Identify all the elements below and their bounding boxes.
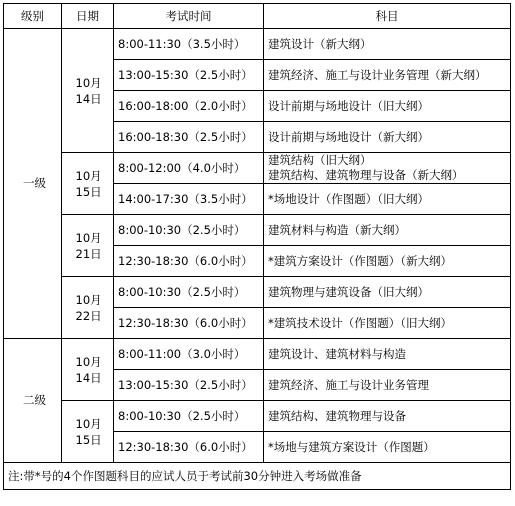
- level-cell: 二级: [4, 339, 62, 463]
- subject-cell: [264, 60, 511, 91]
- table-row: [4, 277, 511, 308]
- subject-line: 建筑结构、建筑物理与设备: [268, 408, 406, 423]
- subject-cell: [264, 184, 511, 215]
- subject-line: 建筑设计、建筑材料与构造: [268, 346, 406, 361]
- subject-line: 设计前期与场地设计（新大纲）: [268, 129, 429, 144]
- header-date: 日期: [62, 4, 114, 29]
- subject-line: *建筑技术设计（作图题）（旧大纲）: [268, 315, 452, 330]
- schedule-body: [4, 29, 511, 463]
- table-row: [4, 401, 511, 432]
- subject-cell: [264, 29, 511, 60]
- subject-line: *场地设计（作图题）（旧大纲）: [268, 191, 429, 206]
- level-cell: 一级: [4, 29, 62, 339]
- time-cell: 12:30-18:30（6.0小时）: [114, 308, 264, 339]
- time-cell: 13:00-15:30（2.5小时）: [114, 370, 264, 401]
- date-cell: [62, 29, 114, 153]
- header-time: 考试时间: [114, 4, 264, 29]
- subject-cell: [264, 153, 511, 184]
- time-cell: 8:00-11:30（3.5小时）: [114, 29, 264, 60]
- subject-cell: [264, 432, 511, 463]
- date-label: 10月 14日: [75, 75, 102, 106]
- time-cell: 16:00-18:00（2.0小时）: [114, 91, 264, 122]
- date-label: 10月 21日: [75, 230, 102, 261]
- subject-line: 建筑结构（旧大纲）: [268, 153, 372, 167]
- subject-cell: [264, 215, 511, 246]
- subject-cell: [264, 91, 511, 122]
- time-cell: 8:00-12:00（4.0小时）: [114, 153, 264, 184]
- date-cell: [62, 153, 114, 215]
- subject-cell: [264, 339, 511, 370]
- time-cell: 8:00-10:30（2.5小时）: [114, 277, 264, 308]
- table-row: [4, 339, 511, 370]
- exam-schedule: [3, 3, 511, 490]
- time-cell: 8:00-10:30（2.5小时）: [114, 215, 264, 246]
- subject-cell: [264, 277, 511, 308]
- subject-line: 建筑结构、建筑物理与设备（新大纲）: [268, 168, 464, 182]
- subject-line: 建筑设计（新大纲）: [268, 36, 372, 51]
- subject-line: 建筑经济、施工与设计业务管理（新大纲）: [268, 67, 487, 82]
- date-cell: [62, 215, 114, 277]
- subject-cell: [264, 308, 511, 339]
- time-cell: 12:30-18:30（6.0小时）: [114, 246, 264, 277]
- subject-line: *场地与建筑方案设计（作图题）: [268, 439, 435, 454]
- time-cell: 12:30-18:30（6.0小时）: [114, 432, 264, 463]
- date-label: 10月 15日: [75, 416, 102, 447]
- table-row: [4, 153, 511, 184]
- header-row: [4, 4, 511, 29]
- subject-cell: [264, 401, 511, 432]
- date-cell: [62, 339, 114, 401]
- subject-line: *建筑方案设计（作图题）（新大纲）: [268, 253, 452, 268]
- table-row: [4, 29, 511, 60]
- subject-cell: [264, 246, 511, 277]
- date-label: 10月 15日: [75, 168, 102, 199]
- date-label: 10月 22日: [75, 292, 102, 323]
- table-row: [4, 215, 511, 246]
- subject-line: 建筑经济、施工与设计业务管理: [268, 377, 429, 392]
- subject-line: 建筑物理与建筑设备（旧大纲）: [268, 284, 429, 299]
- note-row: [4, 463, 511, 490]
- header-level: 级别: [4, 4, 62, 29]
- header-subject: 科目: [264, 4, 511, 29]
- subject-line: 设计前期与场地设计（旧大纲）: [268, 98, 429, 113]
- time-cell: 13:00-15:30（2.5小时）: [114, 60, 264, 91]
- time-cell: 16:00-18:30（2.5小时）: [114, 122, 264, 153]
- date-label: 10月 14日: [75, 354, 102, 385]
- time-cell: 8:00-10:30（2.5小时）: [114, 401, 264, 432]
- date-cell: [62, 401, 114, 463]
- schedule-table: [3, 3, 511, 490]
- subject-line: 建筑材料与构造（新大纲）: [268, 222, 406, 237]
- time-cell: 14:00-17:30（3.5小时）: [114, 184, 264, 215]
- subject-cell: [264, 122, 511, 153]
- subject-cell: [264, 370, 511, 401]
- time-cell: 8:00-11:00（3.0小时）: [114, 339, 264, 370]
- footnote: 注:带*号的4个作图题科目的应试人员于考试前30分钟进入考场做准备: [4, 463, 511, 490]
- date-cell: [62, 277, 114, 339]
